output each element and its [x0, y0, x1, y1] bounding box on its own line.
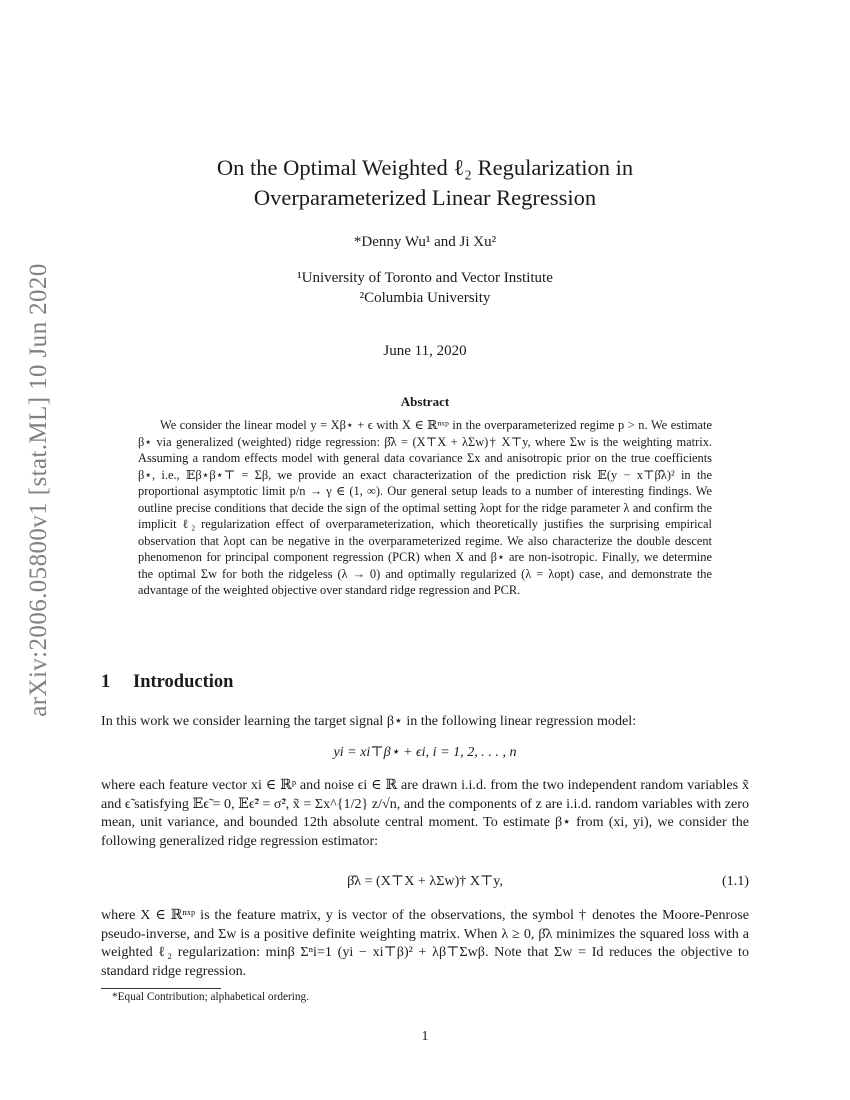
footnote-rule	[101, 988, 221, 989]
title-line-2: Overparameterized Linear Regression	[253, 185, 597, 210]
paper-title	[0, 153, 850, 213]
intro-paragraph-1: In this work we consider learning the target signal β⋆ in the following linear regression model:	[101, 713, 637, 729]
equation-estimator: β̂λ = (X⊤X + λΣw)† X⊤y,	[347, 873, 503, 889]
date: June 11, 2020	[383, 343, 467, 359]
page-number: 1	[421, 1029, 429, 1044]
arxiv-id: arXiv:2006.05800v1 [stat.ML] 10 Jun 2020	[25, 263, 52, 717]
equation-model: yi = xi⊤β⋆ + ϵi, i = 1, 2, . . . , n	[333, 744, 517, 760]
authors: *Denny Wu¹ and Ji Xu²	[353, 234, 497, 250]
section-heading	[101, 672, 233, 693]
title-line-1: On the Optimal Weighted ℓ₂ Regularization in	[216, 155, 634, 180]
section-title: Introduction	[133, 672, 234, 692]
footnote: *Equal Contribution; alphabetical ordering.	[112, 991, 310, 1003]
affiliations	[0, 268, 850, 308]
abstract-heading: Abstract	[400, 394, 450, 409]
abstract-text: We consider the linear model y = Xβ⋆ + ϵ with X ∈ ℝⁿˣᵖ in the overparameterized regime p > n. We estimate β⋆ via generalized (weighted) ridge regression: β̂λ = (X⊤X + λΣw)† X⊤y, where Σw is the weighting matrix. Assuming a random effects model with general data covariance Σx and anisotropic prior on the true coefficients β⋆, i.e., 𝔼β⋆β⋆⊤ = Σβ, we provide an exact characterization of the prediction risk 𝔼(y − x⊤β̂λ)² in the proportional asymptotic limit p/n → γ ∈ (1, ∞). Our general setup leads to a number of interesting findings. We outline precise conditions that decide the sign of the optimal setting λopt for the ridge parameter λ and confirm the implicit ℓ₂ regularization effect of overparameterization, which theoretically justifies the surprising empirical observation that λopt can be negative in the overparameterized regime. We also characterize the double descent phenomenon for principal component regression (PCR) when X and β⋆ are non-isotropic. Finally, we determine the optimal Σw for both the ridgeless (λ → 0) and optimally regularized (λ = λopt) case, and demonstrate the advantage of the weighted objective over standard ridge regression and PCR.	[138, 418, 712, 597]
affiliation-1: ¹University of Toronto and Vector Institute	[297, 270, 553, 286]
section-number: 1	[101, 672, 111, 692]
intro-paragraph-2: where each feature vector xi ∈ ℝᵖ and noise ϵi ∈ ℝ are drawn i.i.d. from the two independent random variables x̃ and ϵ̃ satisfying 𝔼ϵ̃ = 0, 𝔼ϵ̃² = σ̃², x̃ = Σx^{1/2} z/√n, and the components of z are i.i.d. random variables with zero mean, unit variance, and bounded 12th absolute central moment. To estimate β⋆ from (xi, yi), we consider the following generalized ridge regression estimator:	[101, 777, 749, 849]
intro-paragraph-3: where X ∈ ℝⁿˣᵖ is the feature matrix, y is vector of the observations, the symbol † denotes the Moore-Penrose pseudo-inverse, and Σw is a positive definite weighting matrix. When λ ≥ 0, β̂λ minimizes the squared loss with a weighted ℓ₂ regularization: minβ Σⁿi=1 (yi − xi⊤β)² + λβ⊤Σwβ. Note that Σw = Id reduces the objective to standard ridge regression.	[101, 907, 749, 979]
affiliation-2: ²Columbia University	[359, 290, 491, 306]
equation-number: (1.1)	[721, 873, 749, 889]
